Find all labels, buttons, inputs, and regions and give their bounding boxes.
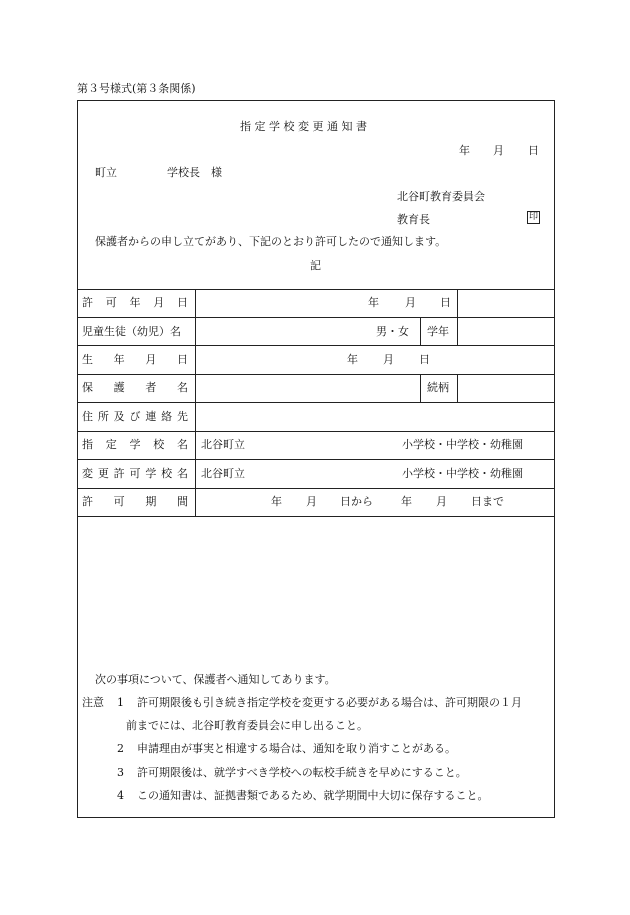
relation-label: 続柄: [427, 381, 449, 394]
label-char: 名: [177, 438, 188, 451]
note-text: 申請理由が事実と相違する場合は、通知を取り消すことがある。: [137, 742, 456, 755]
label-designated-school: [82, 439, 188, 450]
note-number: 4: [117, 789, 124, 802]
row-line: [77, 431, 555, 432]
label-char: 生: [82, 353, 93, 366]
label-char: 校: [153, 438, 165, 451]
label-char: 期: [145, 495, 157, 508]
period-until: 日まで: [471, 495, 504, 508]
gender-choice: 男・女: [376, 325, 409, 338]
row-line: [77, 488, 555, 489]
label-char: 更: [97, 467, 109, 480]
cell-divider: [457, 289, 458, 317]
label-char: 変: [82, 467, 93, 480]
note-number: 1: [117, 696, 124, 709]
label-char: 連: [145, 410, 157, 423]
birth-year: 年: [347, 353, 358, 366]
label-child-name: 児童生徒（幼児）名: [82, 325, 181, 338]
label-char: 学: [145, 467, 157, 480]
label-char: 校: [161, 467, 173, 480]
label-char: び: [129, 410, 141, 423]
row-line: [77, 345, 555, 346]
label-char: 可: [129, 467, 141, 480]
label-char: 年: [113, 353, 125, 366]
row-line: [77, 317, 555, 318]
date-month: 月: [493, 144, 504, 157]
cell-divider: [457, 374, 458, 402]
birth-day: 日: [419, 353, 430, 366]
label-char: 許: [82, 495, 93, 508]
label-char: 名: [176, 381, 188, 394]
label-char: 許: [82, 296, 93, 309]
period-month-1: 月: [306, 495, 317, 508]
issuer-org: 北谷町教育委員会: [397, 190, 485, 203]
note-text-continued: 前までには、北谷町教育委員会に申し出ること。: [126, 719, 368, 732]
row-line: [77, 459, 555, 460]
label-char: 住: [82, 410, 93, 423]
permit-year: 年: [368, 296, 379, 309]
table-top-line: [77, 289, 555, 290]
label-char: 月: [145, 353, 157, 366]
note-text: 許可期限後は、就学すべき学校への転校手続きを早めにすること。: [137, 766, 467, 779]
designated-school-types: 小学校・中学校・幼稚園: [402, 438, 523, 451]
note-number: 3: [117, 766, 124, 779]
period-month-2: 月: [436, 495, 447, 508]
label-char: 絡: [161, 410, 173, 423]
period-year-2: 年: [401, 495, 412, 508]
period-year-1: 年: [271, 495, 282, 508]
form-number: 第３号様式(第３条関係): [77, 82, 196, 95]
label-permit-date: [82, 297, 188, 308]
label-char: 月: [153, 296, 165, 309]
label-char: 名: [176, 467, 188, 480]
label-char: 日: [177, 296, 188, 309]
label-char: 年: [129, 296, 141, 309]
label-char: 学: [129, 438, 141, 451]
note-text: この通知書は、証拠書類であるため、就学期間中大切に保存すること。: [137, 789, 489, 802]
label-char: 可: [113, 495, 125, 508]
issuer-title: 教育長: [397, 213, 430, 226]
cell-divider: [420, 317, 421, 345]
notes-lead: 次の事項について、保護者へ通知してあります。: [95, 673, 336, 686]
ki-heading: 記: [310, 259, 321, 272]
label-char: 者: [145, 381, 157, 394]
label-column-line: [195, 289, 196, 516]
date-day: 日: [528, 144, 539, 157]
grade-label: 学年: [427, 325, 449, 338]
label-char: 所: [97, 410, 109, 423]
label-char: 定: [105, 438, 117, 451]
row-line: [77, 374, 555, 375]
label-address: [82, 411, 188, 422]
changed-school-types: 小学校・中学校・幼稚園: [402, 467, 523, 480]
label-char: 護: [113, 381, 125, 394]
addressee-principal: 学校長 様: [167, 166, 222, 179]
table-bottom-line: [77, 516, 555, 517]
notes-prefix: 注意: [82, 696, 104, 709]
label-char: 及: [113, 410, 125, 423]
label-char: 指: [82, 438, 93, 451]
addressee-town: 町立: [95, 166, 117, 179]
date-year: 年: [459, 144, 470, 157]
seal-stamp: 印: [528, 212, 538, 222]
note-number: 2: [117, 742, 124, 755]
label-guardian: [82, 382, 188, 393]
cell-divider: [420, 374, 421, 402]
label-char: 許: [113, 467, 125, 480]
label-char: 日: [176, 353, 188, 366]
period-from: 日から: [340, 495, 373, 508]
note-text: 許可期限後も引き続き指定学校を変更する必要がある場合は、許可期限の１月: [137, 696, 522, 709]
label-char: 先: [176, 410, 188, 423]
designated-town: 北谷町立: [201, 438, 245, 451]
intro-text: 保護者からの申し立てがあり、下記のとおり許可したので通知します。: [95, 235, 447, 248]
label-birth-date: [82, 354, 188, 365]
cell-divider: [457, 317, 458, 345]
row-line: [77, 402, 555, 403]
label-char: 保: [82, 381, 93, 394]
label-char: 間: [176, 495, 188, 508]
form-title: 指 定 学 校 変 更 通 知 書: [240, 120, 367, 133]
permit-day: 日: [440, 296, 451, 309]
label-permit-period: [82, 496, 188, 507]
changed-town: 北谷町立: [201, 467, 245, 480]
birth-month: 月: [383, 353, 394, 366]
label-changed-school: [82, 468, 188, 479]
label-char: 可: [105, 296, 117, 309]
permit-month: 月: [405, 296, 416, 309]
